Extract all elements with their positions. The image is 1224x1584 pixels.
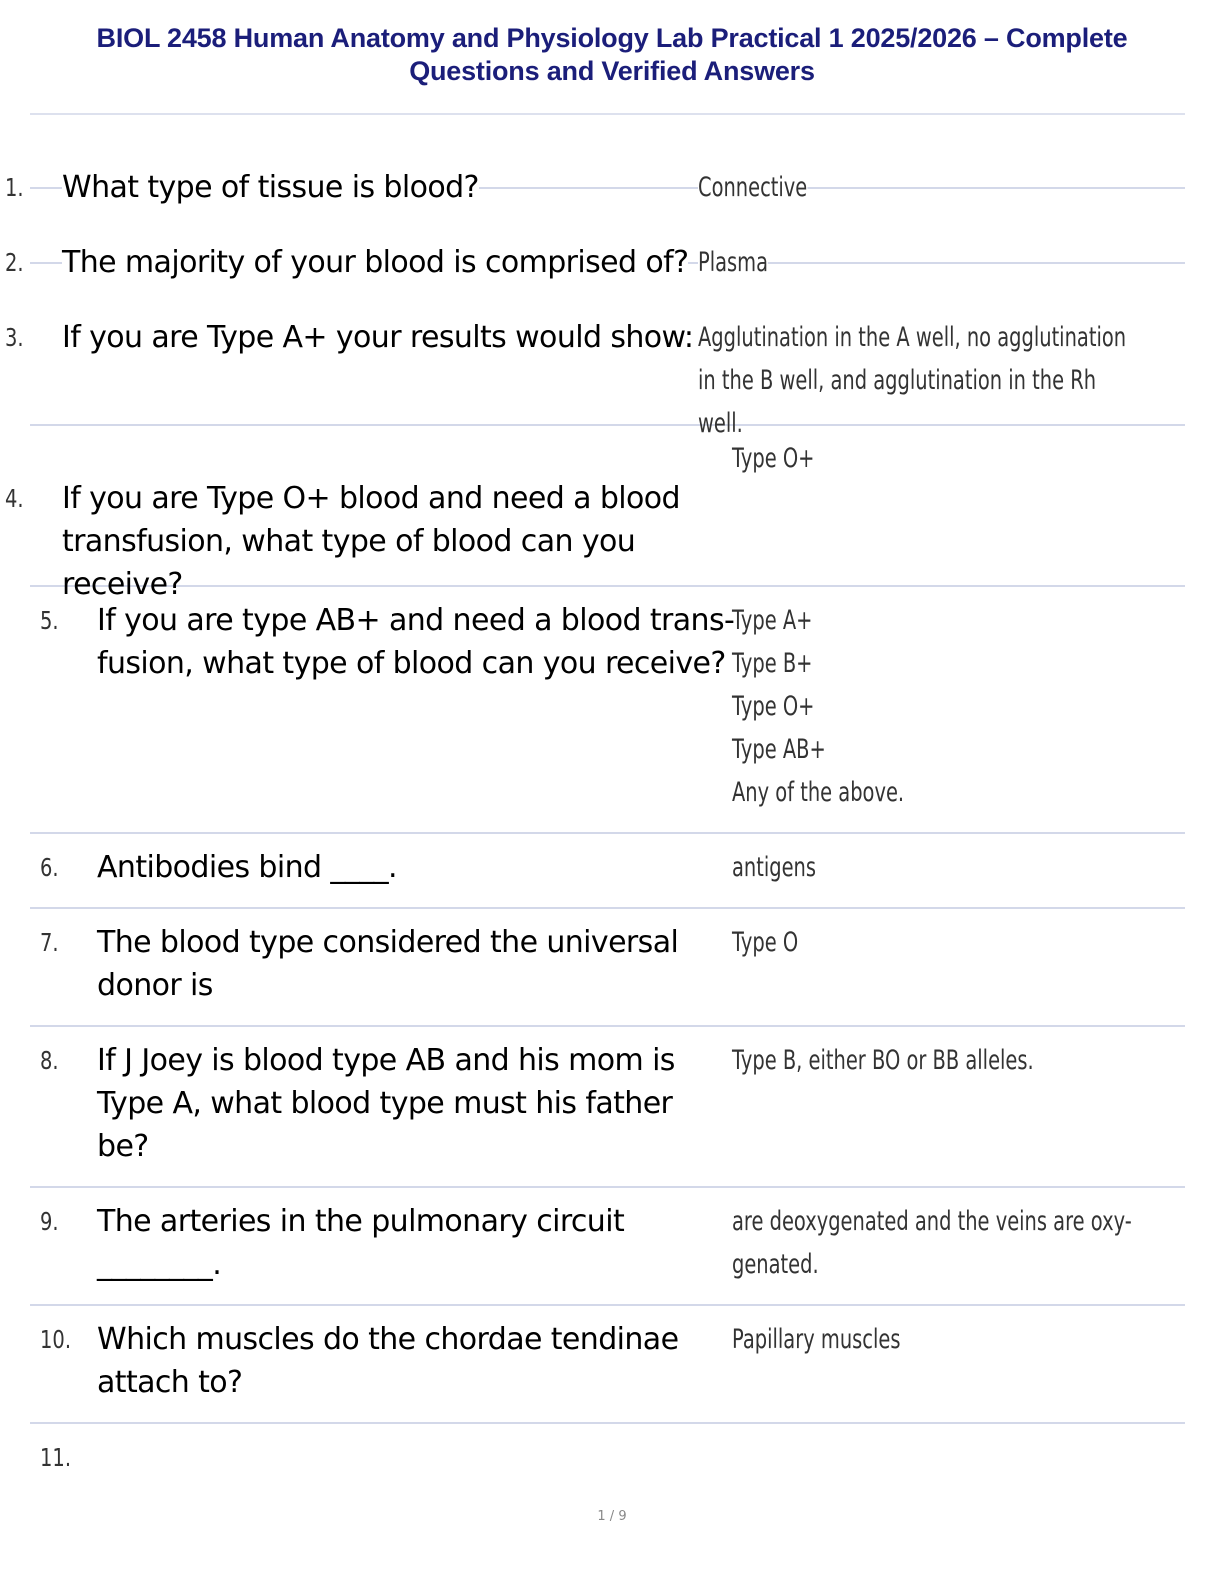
answer-text: in the B well, and agglutination in the Rh: [698, 365, 1097, 396]
title-line-1: BIOL 2458 Human Anatomy and Physiology Lab Practical 1 2025/2026 – Complete: [96, 23, 1128, 53]
row-divider: [30, 1422, 1185, 1424]
row-divider: [30, 1025, 1185, 1027]
row-divider: [30, 832, 1185, 834]
question-number: 5.: [40, 606, 59, 635]
question-text: If you are Type A+ your results would show:: [62, 320, 694, 355]
answer-text: Agglutination in the A well, no agglutination: [698, 322, 1127, 353]
question-text: fusion, what type of blood can you receive?: [97, 646, 726, 681]
question-text: be?: [97, 1129, 149, 1164]
answer-text: Type A+: [732, 605, 813, 636]
row-divider: [30, 907, 1185, 909]
answer-text: Any of the above.: [732, 777, 905, 808]
answer-text: Plasma: [698, 241, 768, 284]
answer-text: well.: [698, 408, 743, 439]
row-divider: [30, 424, 1185, 426]
question-text: The arteries in the pulmonary circuit: [97, 1204, 625, 1239]
document-title: [0, 22, 1224, 88]
page-number: 1 / 9: [597, 1509, 627, 1524]
question-number: 2.: [5, 248, 24, 277]
question-number: 6.: [40, 853, 59, 882]
question-text: Antibodies bind ____.: [97, 850, 397, 885]
question-text: attach to?: [97, 1365, 243, 1400]
answer-text: Type O: [732, 927, 799, 958]
question-text: Which muscles do the chordae tendinae: [97, 1322, 679, 1357]
question-number: 4.: [5, 484, 24, 513]
row-divider: [30, 1186, 1185, 1188]
title-divider: [30, 113, 1185, 115]
question-text: transfusion, what type of blood can you: [62, 524, 636, 559]
question-text: If you are Type O+ blood and need a blood: [62, 481, 680, 516]
question-number: 1.: [5, 173, 24, 202]
answer-text: genated.: [732, 1249, 819, 1280]
title-line-2: Questions and Verified Answers: [409, 56, 815, 86]
answer-text: Type O+: [732, 691, 815, 722]
answer-text: Type O+: [732, 443, 815, 474]
question-number: 3.: [5, 323, 24, 352]
question-number: 11.: [40, 1443, 72, 1472]
question-text: The blood type considered the universal: [97, 925, 679, 960]
question-text: donor is: [97, 968, 213, 1003]
question-number: 10.: [40, 1325, 72, 1354]
question-text: Type A, what blood type must his father: [97, 1086, 673, 1121]
question-number: 7.: [40, 928, 59, 957]
answer-text: antigens: [732, 852, 817, 883]
answer-text: are deoxygenated and the veins are oxy-: [732, 1206, 1132, 1237]
answer-text: Connective: [698, 166, 807, 209]
answer-text: Type B, either BO or BB alleles.: [732, 1045, 1034, 1076]
question-text: The majority of your blood is comprised of?: [62, 241, 688, 284]
question-text: ________.: [97, 1247, 222, 1282]
question-number: 9.: [40, 1207, 59, 1236]
answer-text: Papillary muscles: [732, 1324, 901, 1355]
question-text: If you are type AB+ and need a blood trans-: [97, 603, 735, 638]
question-number: 8.: [40, 1046, 59, 1075]
answer-text: Type B+: [732, 648, 813, 679]
row-divider: [30, 585, 1185, 587]
question-text: What type of tissue is blood?: [62, 166, 479, 209]
answer-text: Type AB+: [732, 734, 826, 765]
row-divider: [30, 1304, 1185, 1306]
question-text: receive?: [62, 567, 183, 602]
question-text: If J Joey is blood type AB and his mom is: [97, 1043, 675, 1078]
